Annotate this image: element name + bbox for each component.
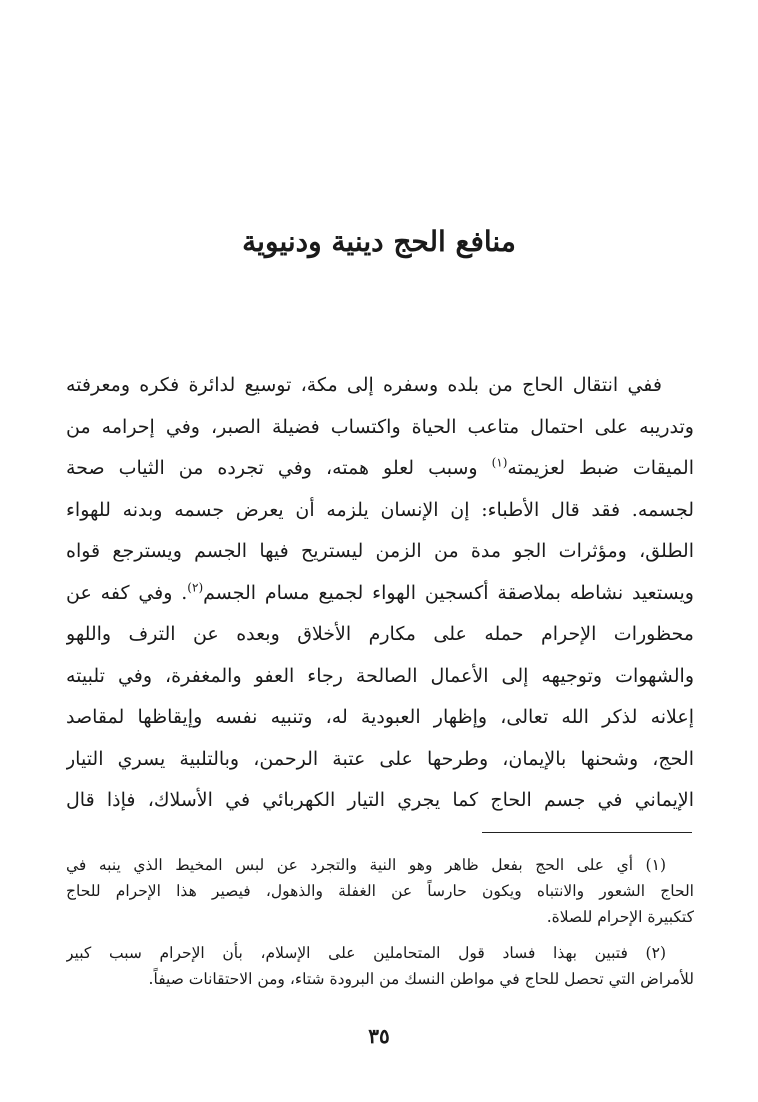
chapter-title: منافع الحج دينية ودنيوية xyxy=(242,225,516,258)
footnote-1-line: كتكبيرة الإحرام للصلاة. xyxy=(546,908,694,926)
text-fragment: ويستعيد نشاطه بملاصقة أكسجين الهواء لجميع مسام الجسم xyxy=(203,581,694,604)
footnote-1-line: (١) أي على الحج بفعل ظاهر وهو النية والتجرد عن لبس المخيط الذي ينبه في xyxy=(66,856,666,874)
text-line xyxy=(66,448,694,490)
text-line: إعلانه لذكر الله تعالى، وإظهار العبودية له، وتنبيه نفسه وإيقاظها لمقاصد xyxy=(66,706,694,728)
footnote-ref-1: (١) xyxy=(491,455,508,470)
text-line: الطلق، ومؤثرات الجو مدة من الزمن ليستريح فيها الجسم ويسترجع قواه xyxy=(66,540,694,562)
text-line xyxy=(66,573,694,615)
footnote-1-line: الحاج الشعور والانتباه ويكون حارساً عن الغفلة والذهول، فيصير هذا الإحرام للحاج xyxy=(66,882,694,900)
footnote-2-line: للأمراض التي تحصل للحاج في مواطن النسك من البرودة شتاء، ومن الاحتقانات صيفاً. xyxy=(148,970,694,988)
footnote-separator xyxy=(482,832,692,833)
footnote-ref-2: (٢) xyxy=(187,580,204,595)
footnote-2-line: (٢) فتبين بهذا فساد قول المتحاملين على الإسلام، بأن الإحرام سبب كبير xyxy=(66,944,666,962)
text-line: ففي انتقال الحاج من بلده وسفره إلى مكة، توسيع لدائرة فكره ومعرفته xyxy=(66,374,662,396)
footnotes xyxy=(66,852,694,992)
text-fragment: الميقات ضبط لعزيمته xyxy=(507,457,694,479)
footnote-gap xyxy=(66,930,694,940)
text-fragment: وسبب لعلو همته، وفي تجرده من الثياب صحة xyxy=(66,457,478,479)
text-fragment: . وفي كفه عن xyxy=(66,581,188,604)
text-line: الحج، وشحنها بالإيمان، وطرحها على عتبة الرحمن، وبالتلبية يسري التيار xyxy=(66,747,694,770)
text-line: والشهوات وتوجيهه إلى الأعمال الصالحة رجاء العفو والمغفرة، وفي تلبيته xyxy=(66,664,694,687)
text-line: محظورات الإحرام حمله على مكارم الأخلاق وبعده عن الترف واللهو xyxy=(66,623,694,645)
text-line: الإيماني في جسم الحاج كما يجري التيار الكهربائي في الأسلاك، فإذا قال xyxy=(66,789,694,811)
text-line: لجسمه. فقد قال الأطباء: إن الإنسان يلزمه أن يعرض جسمه وبدنه للهواء xyxy=(66,498,694,521)
body-paragraph xyxy=(66,365,694,822)
text-line: وتدريبه على احتمال متاعب الحياة واكتساب فضيلة الصبر، وفي إحرامه من xyxy=(66,415,694,438)
page-number: ٣٥ xyxy=(368,1024,390,1048)
